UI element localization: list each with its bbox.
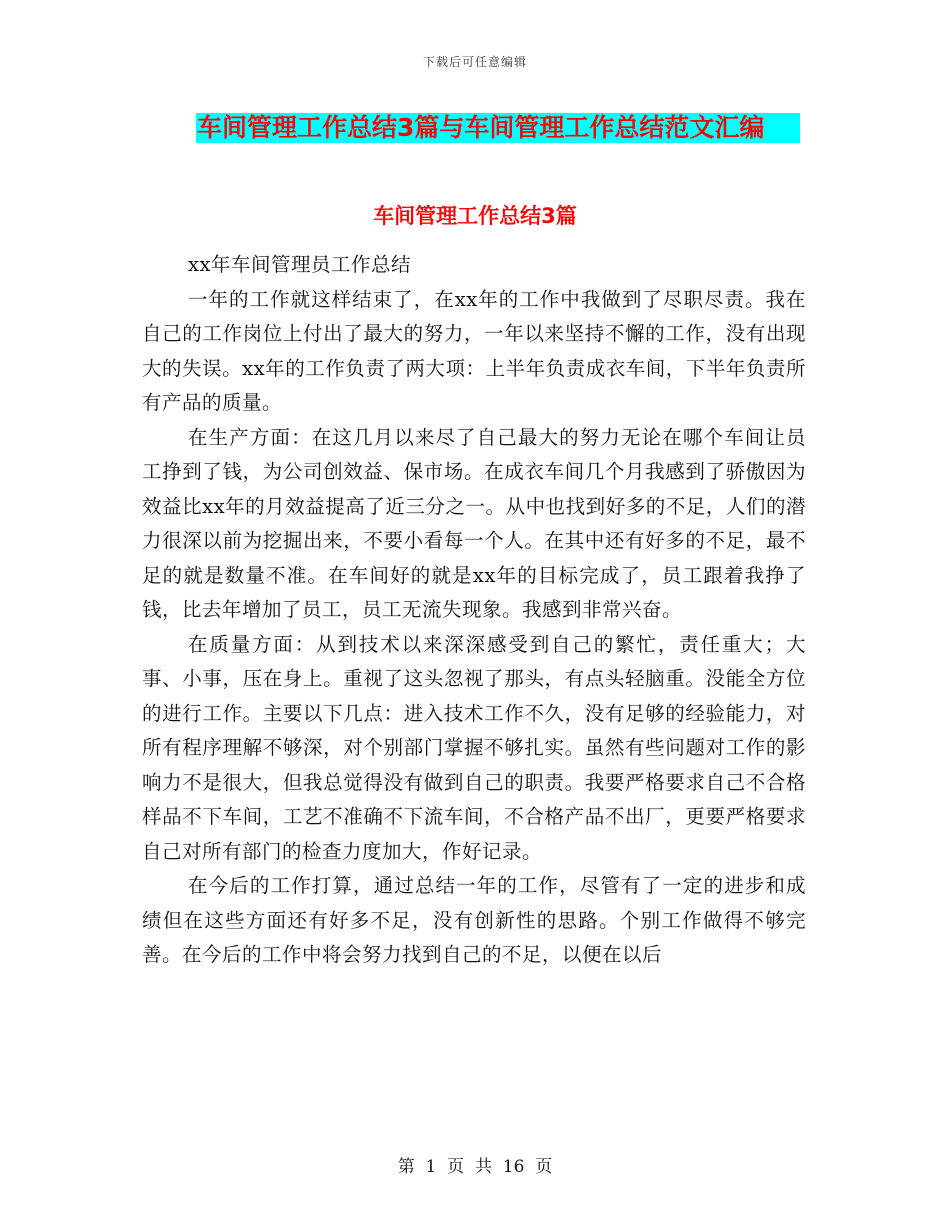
body-paragraph: 在质量方面：从到技术以来深深感受到自己的繁忙，责任重大；大事、小事，压在身上。重视了这头忽视了那头，有点头轻脑重。没能全方位的进行工作。主要以下几点：进入技术工作不久，没有足够的经验能力，对所有程序理解不够深，对个别部门掌握不够扎实。虽然有些问题对工作的影响力不是很大，但我总觉得没有做到自己的职责。我要严格要求自己不合格样品不下车间，工艺不准确不下流车间，不合格产品不出厂，更要严格要求自己对所有部门的检查力度加大，作好记录。 [142,632,806,863]
main-title: 车间管理工作总结3篇与车间管理工作总结范文汇编 [197,113,765,142]
body-paragraph: xx年车间管理员工作总结 [188,253,411,276]
page-header-note: 下载后可任意编辑 [422,55,527,69]
body-paragraph: 一年的工作就这样结束了，在xx年的工作中我做到了尽职尽责。我在自己的工作岗位上付出了最大的努力，一年以来坚持不懈的工作，没有出现大的失误。xx年的工作负责了两大项：上半年负责成衣车间，下半年负责所有产品的质量。 [142,287,806,414]
page-number-footer: 第 1 页 共 16 页 [397,1157,553,1177]
section-title: 车间管理工作总结3篇 [373,204,577,228]
main-title-highlight [196,113,800,143]
body-paragraph: 在今后的工作打算，通过总结一年的工作，尽管有了一定的进步和成绩但在这些方面还有好多不足，没有创新性的思路。个别工作做得不够完善。在今后的工作中将会努力找到自己的不足，以便在以后 [142,874,806,966]
document-body [142,248,806,973]
body-paragraph: 在生产方面：在这几月以来尽了自己最大的努力无论在哪个车间让员工挣到了钱，为公司创效益、保市场。在成衣车间几个月我感到了骄傲因为效益比xx年的月效益提高了近三分之一。从中也找到好多的不足，人们的潜力很深以前为挖掘出来，不要小看每一个人。在其中还有好多的不足，最不足的就是数量不准。在车间好的就是xx年的目标完成了，员工跟着我挣了钱，比去年增加了员工，员工无流失现象。我感到非常兴奋。 [142,425,806,621]
